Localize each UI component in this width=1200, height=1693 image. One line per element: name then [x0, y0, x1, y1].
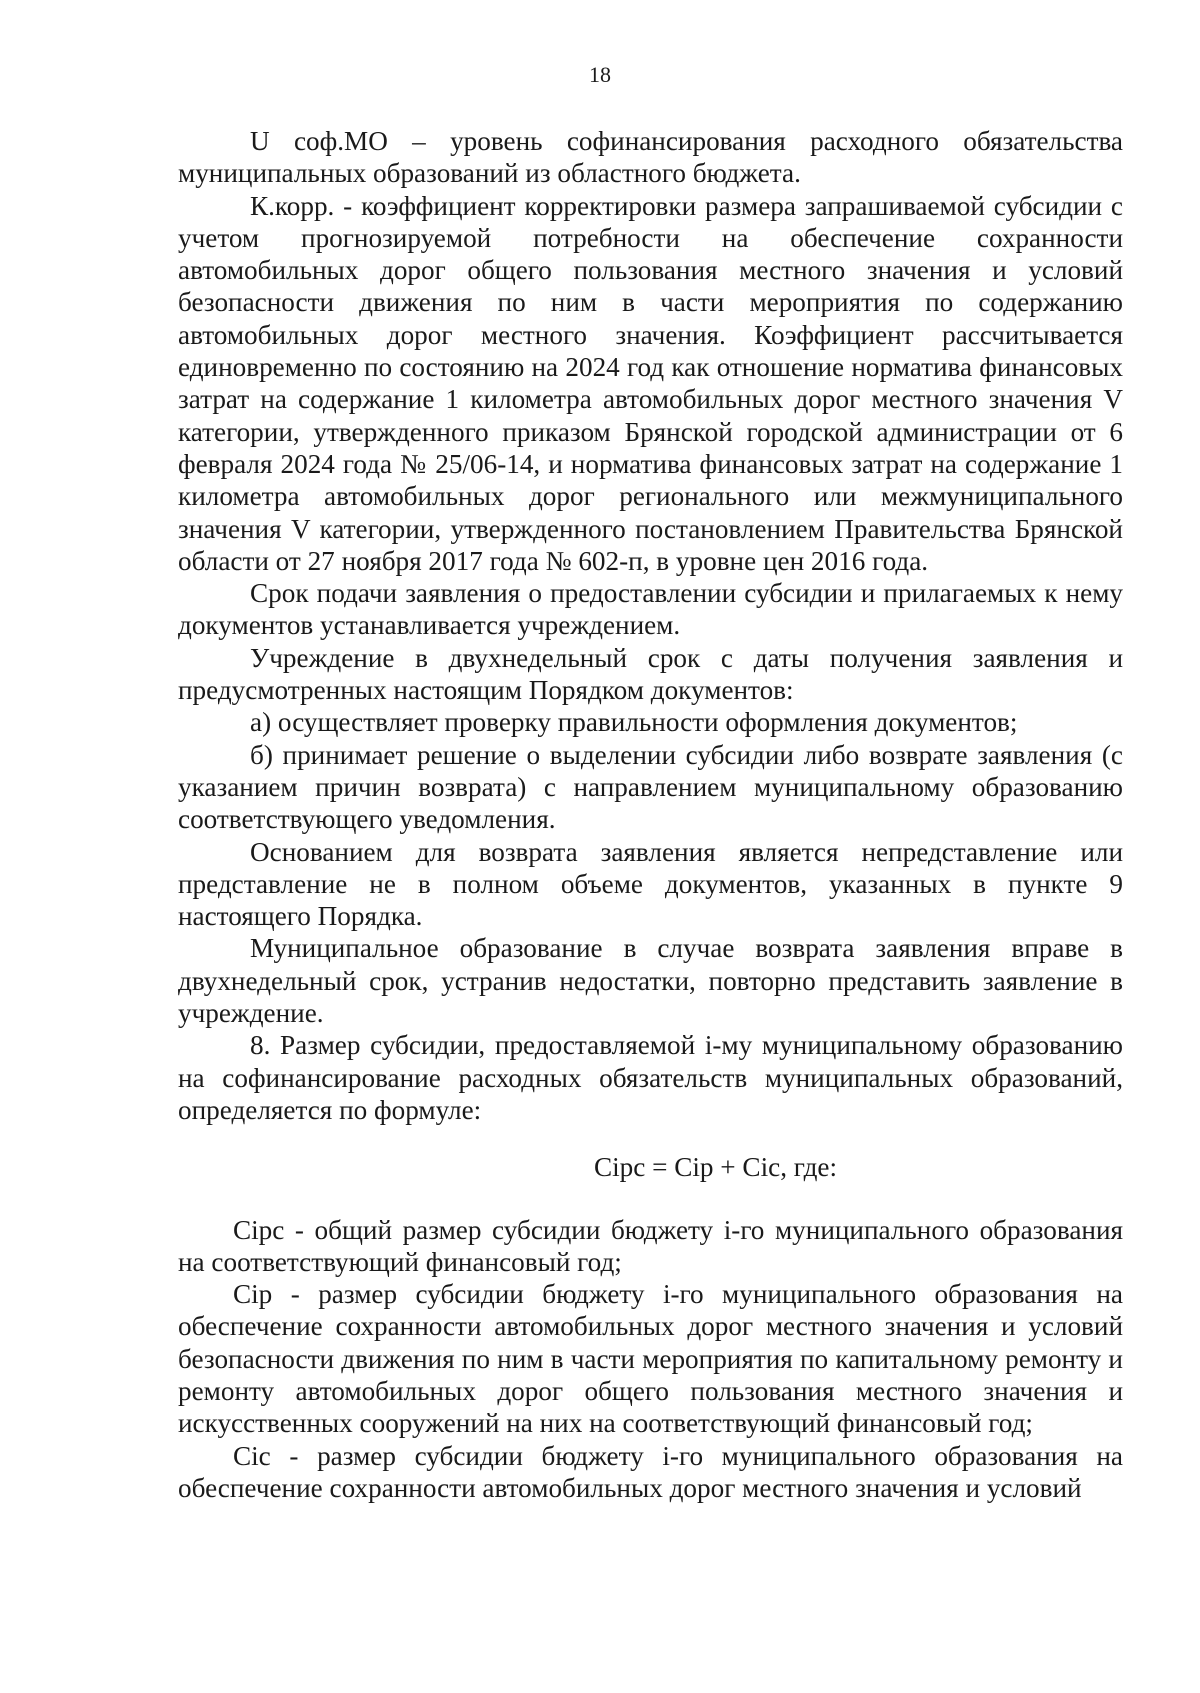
definition-cip: Сip - размер субсидии бюджету i-го муниципального образования на обеспечение сохранности автомобильных дорог местного значения и условий безопасности движения по ним в части мероприятия по капитальному ремонту и ремонту автомобильных дорог общего пользования местного значения и искусственных сооружений на них на соответствующий финансовый год;	[178, 1279, 1123, 1439]
paragraph-item-8: 8. Размер субсидии, предоставляемой i-му муниципальному образованию на софинансирование расходных обязательств муниципальных образований, определяется по формуле:	[178, 1030, 1123, 1125]
paragraph-institution-review: Учреждение в двухнедельный срок с даты получения заявления и предусмотренных настоящим Порядком документов:	[178, 642, 1123, 706]
list-item-b: б) принимает решение о выделении субсидии либо возврате заявления (с указанием причин возврата) с направлением муниципальному образованию соответствующего уведомления.	[178, 739, 1123, 835]
formula: Сipc = Сip + Сic, где:	[593, 1152, 838, 1183]
definition-cipc: Сipc - общий размер субсидии бюджету i-го муниципального образования на соответствующий финансовый год;	[178, 1214, 1123, 1277]
definition-cic: Сic - размер субсидии бюджету i-го муниципального образования на обеспечение сохранности автомобильных дорог местного значения и условий	[178, 1440, 1123, 1503]
paragraph-resubmission: Муниципальное образование в случае возврата заявления вправе в двухнедельный срок, устранив недостатки, повторно представить заявление в учреждение.	[178, 933, 1123, 1029]
paragraph-application-deadline: Срок подачи заявления о предоставлении субсидии и прилагаемых к нему документов устанавливается учреждением.	[178, 578, 1123, 641]
list-item-a: а) осуществляет проверку правильности оформления документов;	[250, 707, 1018, 738]
paragraph-u-sof-mo: U соф.МО – уровень софинансирования расходного обязательства муниципальных образований из областного бюджета.	[178, 126, 1123, 189]
paragraph-k-korr: К.корр. - коэффициент корректировки размера запрашиваемой субсидии с учетом прогнозируемой потребности на обеспечение сохранности автомобильных дорог общего пользования местного значения и условий безопасности движения по ним в части мероприятия по содержанию автомобильных дорог местного значения. Коэффициент рассчитывается единовременно по состоянию на 2024 год как отношение норматива финансовых затрат на содержание 1 километра автомобильных дорог местного значения V категории, утвержденного приказом Брянской городской администрации от 6 февраля 2024 года № 25/06-14, и норматива финансовых затрат на содержание 1 километра автомобильных дорог регионального или межмуниципального значения V категории, утвержденного постановлением Правительства Брянской области от 27 ноября 2017 года № 602-п, в уровне цен 2016 года.	[178, 190, 1123, 576]
document-body	[178, 125, 1123, 1504]
paragraph-return-grounds: Основанием для возврата заявления является непредставление или представление не в полном объеме документов, указанных в пункте 9 настоящего Порядка.	[178, 836, 1123, 932]
page-number: 18	[589, 62, 611, 87]
